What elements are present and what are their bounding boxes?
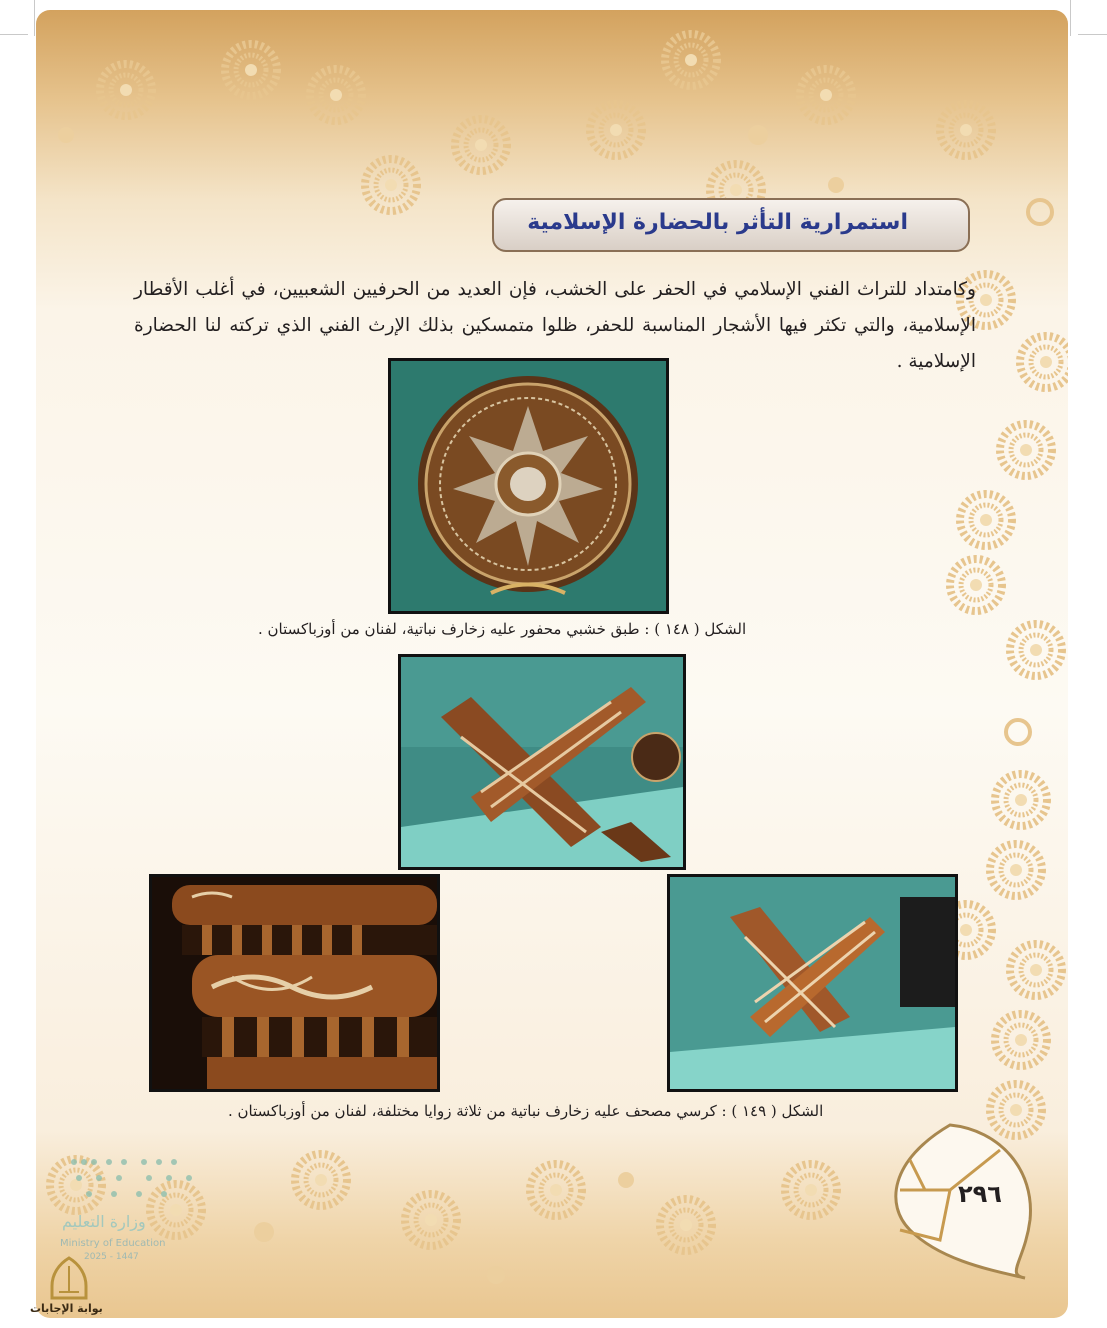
figure-149-stand-photo-side (667, 874, 958, 1092)
book-pen-icon (44, 1256, 94, 1300)
intro-paragraph: وكامتداد للتراث الفني الإسلامي في الحفر على الخشب، فإن العديد من الحرفيين الشعبيين، في أغلب الأقطار الإسلامية، والتي تكثر فيها الأشجار المناسبة للحفر، ظلوا متمسكين بذلك الإرث الفني الذي تركته لنا الحضارة الإسلامية . (134, 279, 976, 372)
ministry-year: 2025 - 1447 (84, 1252, 139, 1262)
ministry-logo-icon (54, 1150, 214, 1210)
section-title-box (492, 198, 970, 252)
watermark-text: بوابة الإجابات (30, 1302, 103, 1315)
crop-mark (34, 0, 35, 36)
ministry-name-english: Ministry of Education (60, 1238, 166, 1249)
page-number: ٢٩٦ (958, 1180, 1002, 1208)
crop-mark (0, 34, 28, 35)
figure-149-caption: الشكل ( ١٤٩ ) : كرسي مصحف عليه زخارف نباتية من ثلاثة زوايا مختلفة، لفنان من أوزباكستان . (228, 1102, 824, 1120)
figure-149-stand-photo-top (398, 654, 686, 870)
ministry-logo (54, 1150, 214, 1270)
answers-portal-watermark (30, 1256, 120, 1326)
figure-148-plate-photo (388, 358, 669, 614)
crop-mark (1070, 0, 1071, 36)
section-title: استمرارية التأثر بالحضارة الإسلامية (527, 210, 908, 235)
ministry-name-arabic: وزارة التعليم (62, 1212, 146, 1231)
figure-148-caption: الشكل ( ١٤٨ ) : طبق خشبي محفور عليه زخارف نباتية، لفنان من أوزباكستان . (258, 620, 747, 638)
figure-149-closeup-photo (149, 874, 440, 1092)
crop-mark (1078, 34, 1107, 35)
